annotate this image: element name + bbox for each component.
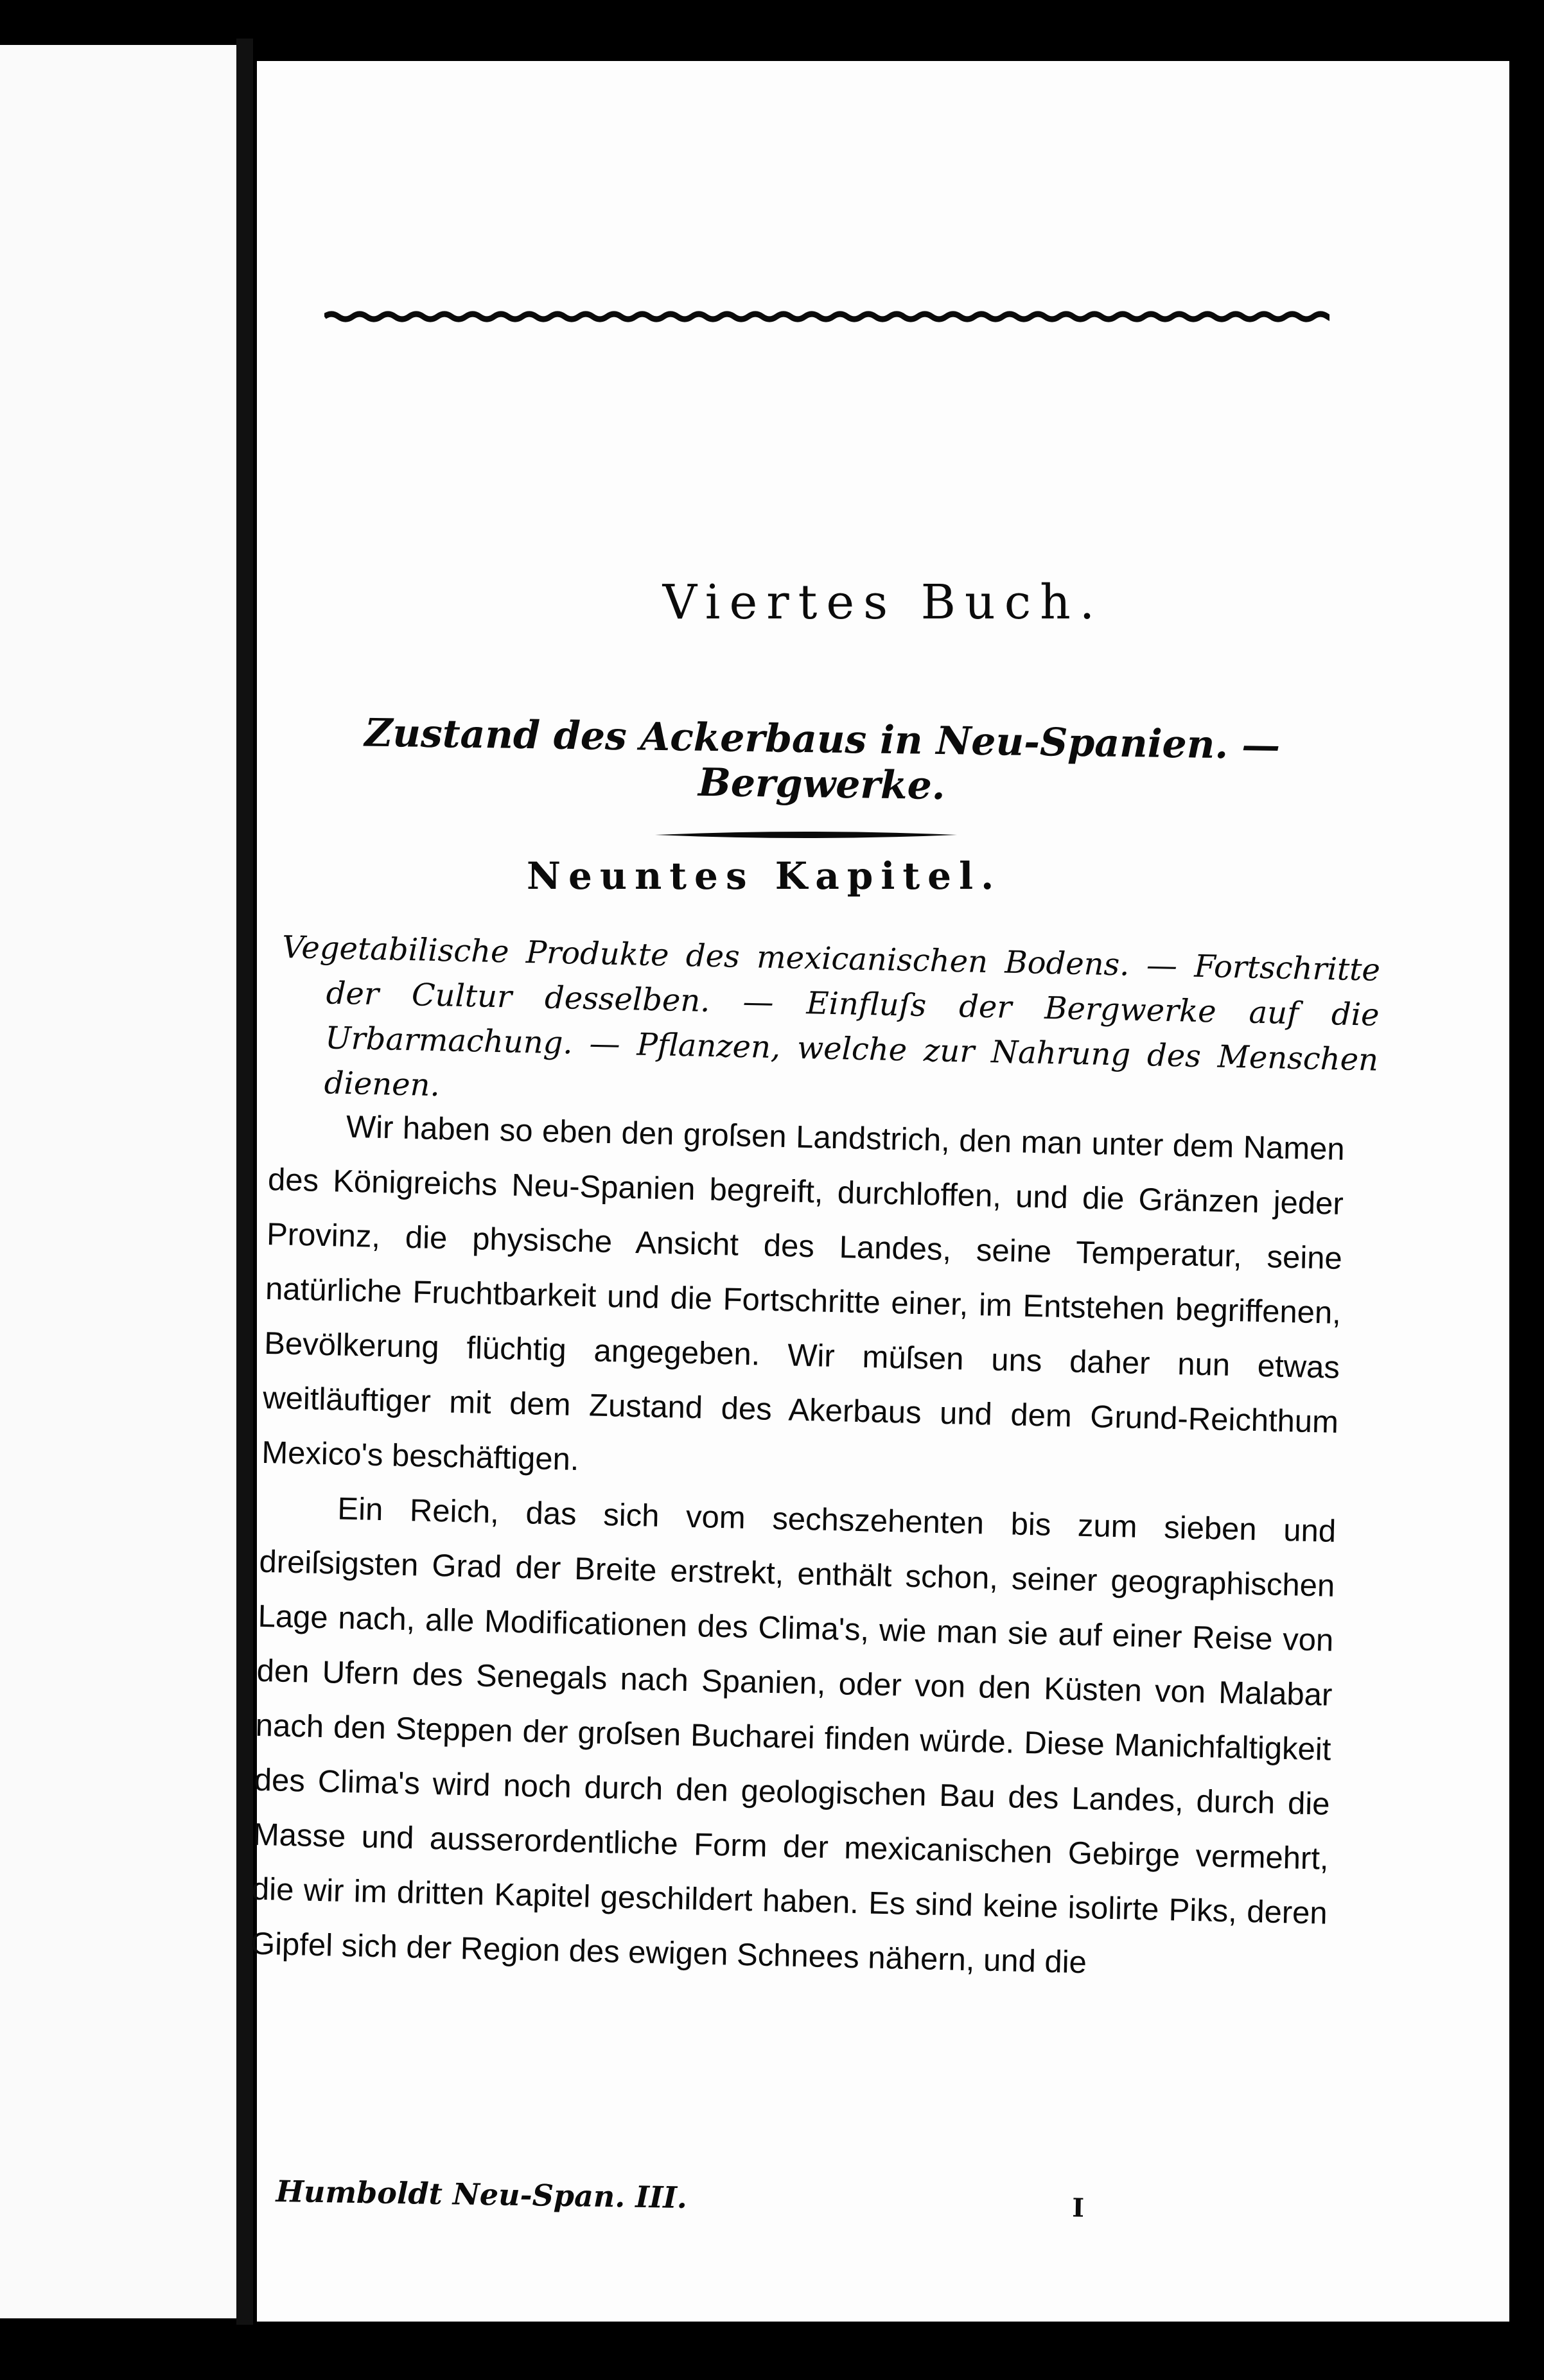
paragraph: Ein Reich, das sich vom sechszehenten bis zum sieben und dreiſsigsten Grad der Breite erstrekt, enthält schon, seiner geographischen Lage nach, alle Modificationen des Clima's, wie man sie auf einer Reise von den Ufern des Senegals nach Spanien, oder von den Küsten von Malabar nach den Steppen der groſsen Bucharei finden würde. Diese Manichfaltigkeit des Clima's wird noch durch den geologischen Bau des Landes, durch die Masse und ausserordentliche Form der mexicanischen Gebirge vermehrt, die wir im dritten Kapitel geschildert haben. Es sind keine isolirte Piks, deren Gipfel sich der Region des ewigen Schnees nähern, und die	[250, 1491, 1337, 1981]
signature-mark: I	[1071, 2192, 1085, 2223]
section-divider	[655, 830, 957, 839]
book-gutter	[236, 39, 253, 2325]
chapter-title: Neuntes Kapitel.	[527, 854, 1002, 898]
facing-page-edge	[0, 45, 248, 2318]
ornamental-wavy-rule	[324, 305, 1329, 331]
book-title: Viertes Buch.	[662, 575, 1104, 630]
book-page	[250, 61, 1509, 2322]
chapter-summary: Vegetabilische Produkte des mexicanischen Bodens. — Fortschritte der Cultur desselben. — Einfluſs der Bergwerke auf die Urbarmachung. — Pflanzen, welche zur Nahrung des Menschen dienen.	[281, 929, 1381, 1104]
scan-border	[1509, 61, 1544, 2322]
page-footer	[276, 2174, 1368, 2236]
body-text	[250, 1098, 1345, 1996]
book-subtitle: Zustand des Ackerbaus in Neu-Spanien. — Bergwerke.	[364, 710, 1281, 809]
paragraph: Wir haben so eben den groſsen Landstrich, den man unter dem Namen des Königreichs Neu-Spanien begreift, durchloffen, und die Gränzen jeder Provinz, die physische Ansicht des Landes, seine Temperatur, seine natürliche Fruchtbarkeit und die Fortschritte einer, im Entstehen begriffenen, Bevölkerung flüchtig angegeben. Wir müſsen uns daher nun etwas weitläuftiger mit dem Zustand des Akerbaus und dem Grund-Reichthum Mexico's beschäftigen.	[261, 1109, 1346, 1478]
signature-line: Humboldt Neu-Span. III.	[276, 2174, 688, 2216]
